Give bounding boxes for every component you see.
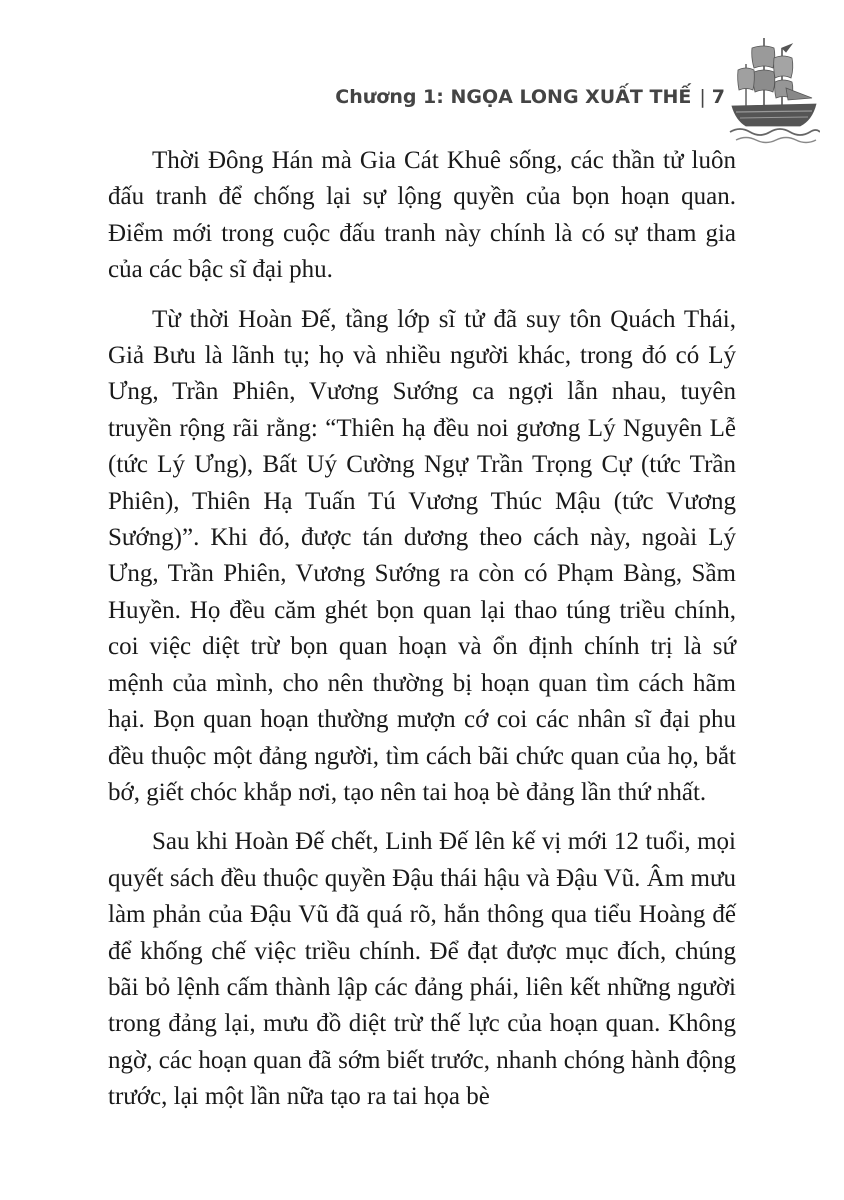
paragraph-2: Từ thời Hoàn Đế, tầng lớp sĩ tử đã suy tôn Quách Thái, Giả Bưu là lãnh tụ; họ và nhiều người khác, trong đó có Lý Ưng, Trần Phiên, Vương Sướng ca ngợi lẫn nhau, tuyên truyền rộng rãi rằng: “Thiên hạ đều noi gương Lý Nguyên Lễ (tức Lý Ưng), Bất Uý Cường Ngự Trần Trọng Cự (tức Trần Phiên), Thiên Hạ Tuấn Tú Vương Thúc Mậu (tức Vương Sướng)”. Khi đó, được tán dương theo cách này, ngoài Lý Ưng, Trần Phiên, Vương Sướng ra còn có Phạm Bàng, Sầm Huyền. Họ đều căm ghét bọn quan lại thao túng triều chính, coi việc diệt trừ bọn quan hoạn và ổn định chính trị là sứ mệnh của mình, cho nên thường bị hoạn quan tìm cách hãm hại. Bọn quan hoạn thường mượn cớ coi các nhân sĩ đại phu đều thuộc một đảng người, tìm cách bãi chức quan của họ, bắt bớ, giết chóc khắp nơi, tạo nên tai hoạ bè đảng lần thứ nhất. [108,305,736,806]
chapter-title: Chương 1: NGỌA LONG XUẤT THẾ [335,86,692,108]
page-number: 7 [711,86,725,108]
header-separator: | [699,86,706,108]
running-header [0,86,725,108]
page-body [108,143,736,1129]
sailing-ship-icon [728,28,820,146]
paragraph-3: Sau khi Hoàn Đế chết, Linh Đế lên kế vị mới 12 tuổi, mọi quyết sách đều thuộc quyền Đậu thái hậu và Đậu Vũ. Âm mưu làm phản của Đậu Vũ đã quá rõ, hắn thông qua tiểu Hoàng đế để khống chế việc triều chính. Để đạt được mục đích, chúng bãi bỏ lệnh cấm thành lập các đảng phái, liên kết những người trong đảng lại, mưu đồ diệt trừ thế lực của hoạn quan. Không ngờ, các hoạn quan đã sớm biết trước, nhanh chóng hành động trước, lại một lần nữa tạo ra tai họa bè [108,828,736,1111]
paragraph-1: Thời Đông Hán mà Gia Cát Khuê sống, các thần tử luôn đấu tranh để chống lại sự lộng quyền của bọn hoạn quan. Điểm mới trong cuộc đấu tranh này chính là có sự tham gia của các bậc sĩ đại phu. [108,147,736,284]
